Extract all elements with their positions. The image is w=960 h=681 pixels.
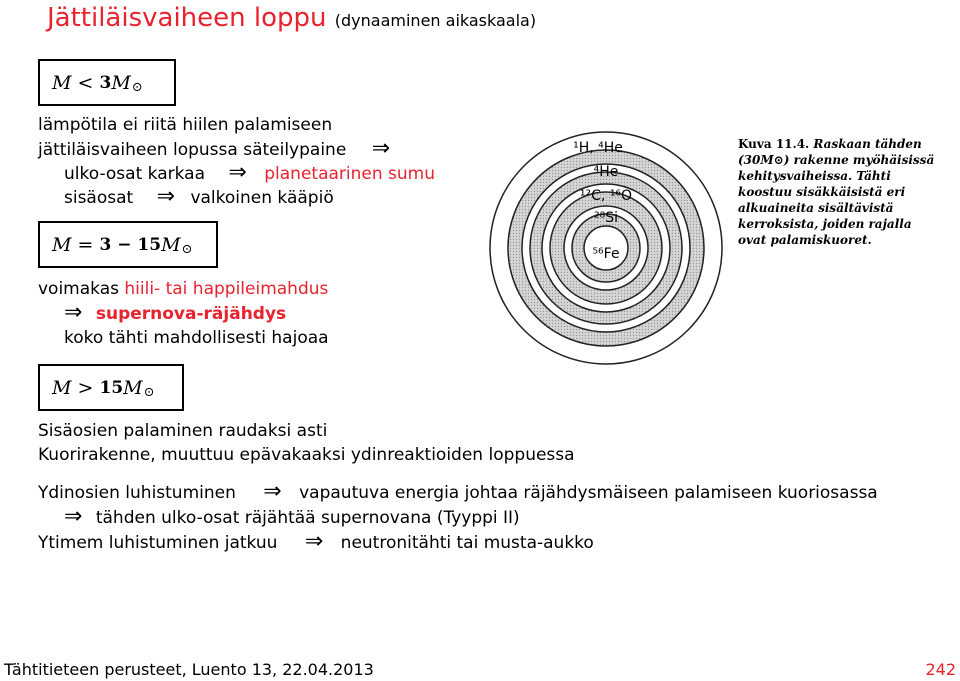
text-line xyxy=(38,529,594,554)
text-span: Ytimem luhistuminen jatkuu xyxy=(38,533,278,553)
shell-label: ²⁸Si xyxy=(593,210,619,226)
mass-symbol: M xyxy=(111,71,131,94)
sun-symbol-icon: ⊙ xyxy=(181,242,193,257)
figure-caption xyxy=(738,136,938,248)
text-line xyxy=(38,279,328,299)
text-line xyxy=(64,300,287,325)
text-span: voimakas xyxy=(38,279,119,299)
mass-coefficient: 3 xyxy=(99,72,112,93)
mass-symbol: M xyxy=(123,376,143,399)
mass-box-high xyxy=(38,364,184,411)
implies-arrow-icon: ⇒ xyxy=(156,184,176,209)
text-span: ulko-osat karkaa xyxy=(64,164,205,184)
subtitle-text: (dynaaminen aikaskaala) xyxy=(334,11,537,30)
title-text: Jättiläisvaiheen loppu xyxy=(47,3,327,33)
implies-arrow-icon: ⇒ xyxy=(64,504,83,529)
mass-range: 3 − 15 xyxy=(99,234,162,255)
text-line xyxy=(64,504,520,529)
sun-symbol-icon: ⊙ xyxy=(143,385,155,400)
page-title xyxy=(47,3,536,36)
text-line xyxy=(64,184,334,209)
text-span: jättiläisvaiheen lopussa säteilypaine xyxy=(38,140,347,160)
text-span: vapautuva energia johtaa räjähdysmäiseen palamiseen kuoriosassa xyxy=(299,483,878,503)
text-line xyxy=(38,479,878,504)
implies-arrow-icon: ⇒ xyxy=(64,300,83,325)
core-label: ⁵⁶Fe xyxy=(592,246,620,262)
text-line xyxy=(64,160,435,185)
mass-box-low xyxy=(38,59,176,106)
star-shell-figure xyxy=(488,130,724,366)
footer-text: Tähtitieteen perusteet, Luento 13, 22.04.2013 xyxy=(4,660,374,679)
caption-label: Kuva 11.4. xyxy=(738,137,810,151)
text-span: neutronitähti tai musta-aukko xyxy=(340,533,594,553)
text-span: supernova-räjähdys xyxy=(95,304,287,324)
text-line xyxy=(38,136,391,161)
implies-arrow-icon: ⇒ xyxy=(304,529,324,554)
text-span: tähden ulko-osat räjähtää supernovana (Tyyppi II) xyxy=(95,508,520,528)
implies-arrow-icon: ⇒ xyxy=(371,136,391,161)
mass-symbol: M xyxy=(161,233,181,256)
mass-symbol: M xyxy=(52,71,72,94)
text-line: Kuorirakenne, muuttuu epävakaaksi ydinreaktioiden loppuessa xyxy=(38,445,575,465)
mass-box-mid xyxy=(38,221,218,268)
text-line: lämpötila ei riitä hiilen palamiseen xyxy=(38,115,333,135)
shell-label: ¹²C, ¹⁶O xyxy=(579,188,633,204)
text-line: Sisäosien palaminen raudaksi asti xyxy=(38,421,328,441)
text-line: koko tähti mahdollisesti hajoaa xyxy=(64,328,329,348)
shell-label: ¹H, ⁴He xyxy=(573,140,623,156)
text-span: Ydinosien luhistuminen xyxy=(38,483,236,503)
text-span: hiili- tai happileimahdus xyxy=(124,279,329,299)
page-number: 242 xyxy=(925,660,956,679)
mass-symbol: M xyxy=(52,233,72,256)
implies-arrow-icon: ⇒ xyxy=(228,160,247,185)
text-span: sisäosat xyxy=(64,188,134,208)
relation-symbol: > xyxy=(77,376,94,399)
sun-symbol-icon: ⊙ xyxy=(131,80,143,95)
implies-arrow-icon: ⇒ xyxy=(263,479,282,504)
mass-symbol: M xyxy=(52,376,72,399)
shell-label: ⁴He xyxy=(593,164,619,180)
text-span: planetaarinen sumu xyxy=(264,164,435,184)
relation-symbol: < xyxy=(77,71,94,94)
mass-coefficient: 15 xyxy=(99,377,124,398)
caption-text: Raskaan tähden (30M⊙) rakenne myöhäisissä kehitysvaiheissa. Tähti koostuu sisäkkäisistä eri alkuaineita sisältävistä kerroksista, joiden rajalla ovat palamiskuoret. xyxy=(738,137,935,247)
relation-symbol: = xyxy=(77,233,94,256)
text-span: valkoinen kääpiö xyxy=(190,188,334,208)
